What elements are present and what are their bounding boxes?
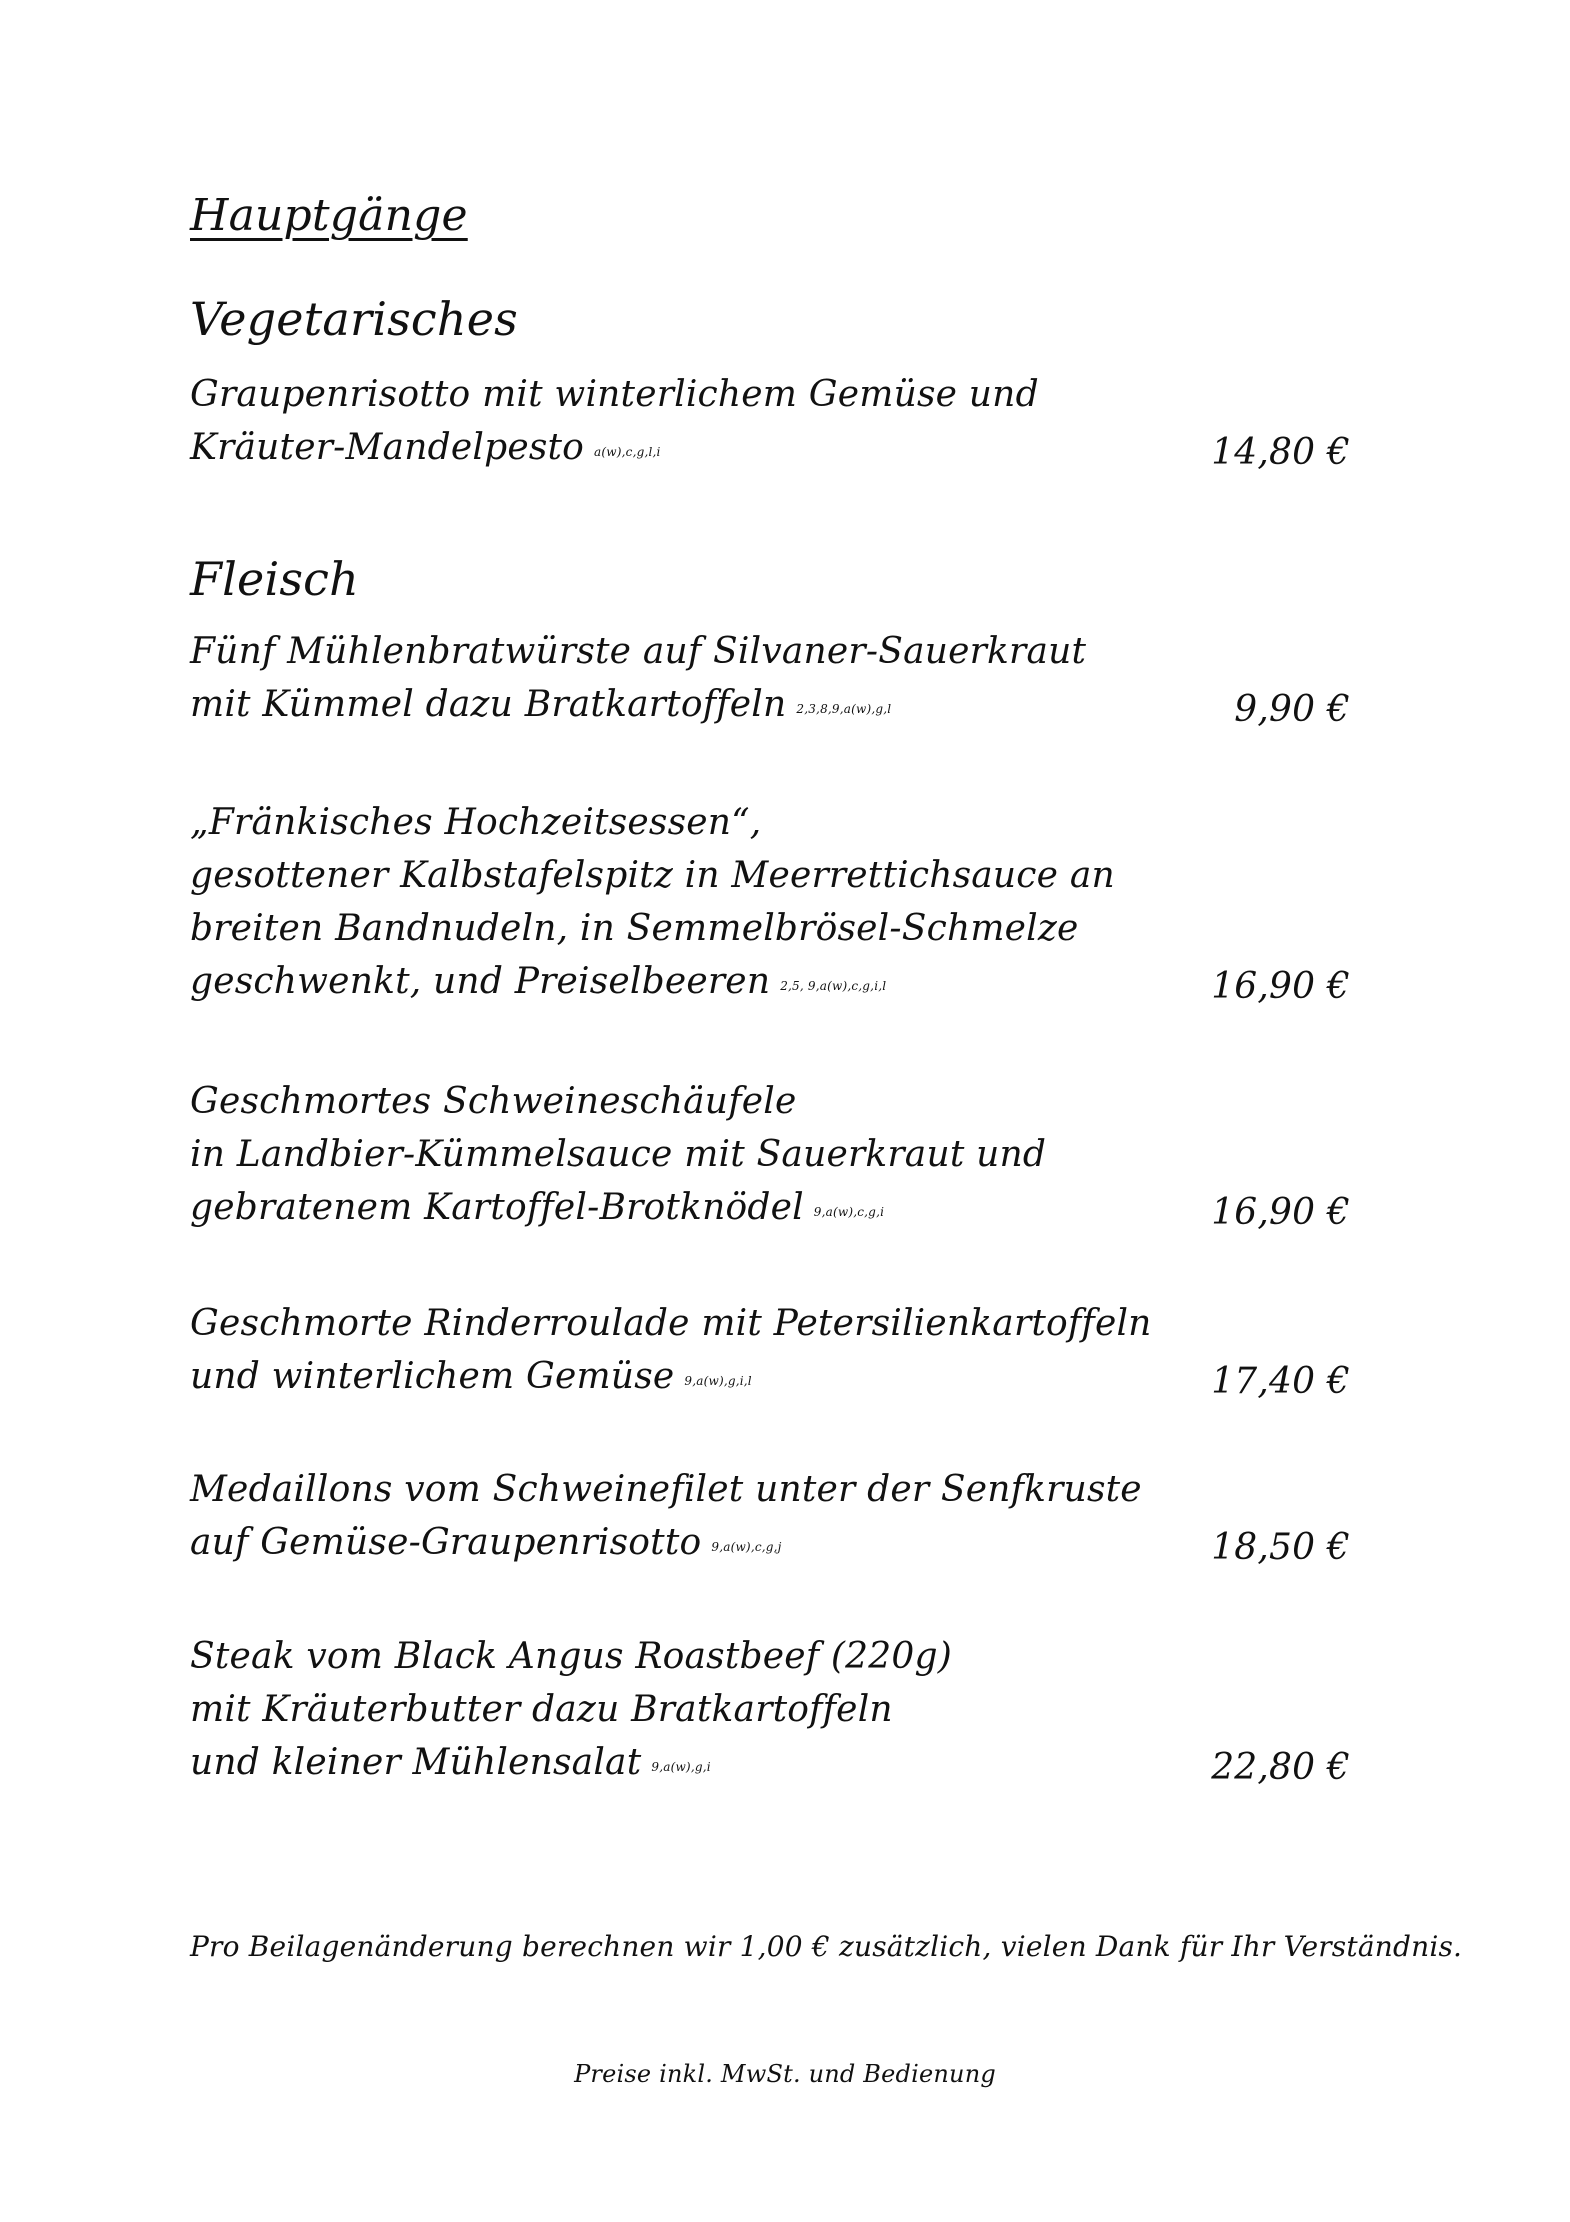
item-line: in Landbier-Kümmelsauce mit Sauerkraut und bbox=[190, 1134, 1047, 1175]
item-price: 17,40 € bbox=[1211, 1361, 1350, 1402]
section-title-meat: Fleisch bbox=[190, 552, 359, 606]
menu-item bbox=[190, 625, 1350, 736]
menu-item bbox=[190, 1463, 1350, 1574]
item-line-text: geschwenkt, und Preiselbeeren bbox=[190, 961, 771, 1002]
item-price: 22,80 € bbox=[1211, 1747, 1350, 1788]
allergen-codes: 9,a(w),g,i,l bbox=[684, 1374, 752, 1388]
allergen-codes: 9,a(w),c,g,i bbox=[813, 1205, 885, 1219]
item-line bbox=[190, 955, 1350, 1013]
allergen-codes: 9,a(w),c,g,j bbox=[711, 1540, 782, 1554]
item-price: 16,90 € bbox=[1211, 1192, 1350, 1233]
allergen-codes: 2,3,8,9,a(w),g,l bbox=[796, 702, 892, 716]
item-line-text: gebratenem Kartoffel-Brotknödel bbox=[190, 1187, 804, 1228]
item-line bbox=[190, 1516, 1350, 1574]
menu-item bbox=[190, 1297, 1350, 1408]
menu-item bbox=[190, 1075, 1350, 1239]
item-price: 18,50 € bbox=[1211, 1527, 1350, 1568]
item-line bbox=[190, 1350, 1350, 1408]
item-line: Graupenrisotto mit winterlichem Gemüse und bbox=[190, 374, 1039, 415]
item-line-text: auf Gemüse-Graupenrisotto bbox=[190, 1522, 702, 1563]
item-line-text: Kräuter-Mandelpesto bbox=[190, 427, 585, 468]
item-line: Geschmorte Rinderroulade mit Petersilienkartoffeln bbox=[190, 1303, 1152, 1344]
item-line: „Fränkisches Hochzeitsessen“, bbox=[190, 802, 762, 843]
item-line-text: mit Kümmel dazu Bratkartoffeln bbox=[190, 684, 787, 725]
item-price: 16,90 € bbox=[1211, 966, 1350, 1007]
item-line bbox=[190, 1736, 1350, 1794]
menu-item bbox=[190, 796, 1350, 1013]
menu-item bbox=[190, 368, 1350, 479]
footer-price-info: Preise inkl. MwSt. und Bedienung bbox=[574, 2060, 996, 2088]
allergen-codes: 2,5, 9,a(w),c,g,i,l bbox=[780, 979, 887, 993]
item-price: 14,80 € bbox=[1211, 432, 1350, 473]
menu-item bbox=[190, 1630, 1350, 1794]
item-line: Fünf Mühlenbratwürste auf Silvaner-Sauerkraut bbox=[190, 631, 1087, 672]
item-line: breiten Bandnudeln, in Semmelbrösel-Schmelze bbox=[190, 908, 1079, 949]
item-line bbox=[190, 678, 1350, 736]
item-line-text: und winterlichem Gemüse bbox=[190, 1356, 675, 1397]
item-line: gesottener Kalbstafelspitz in Meerrettichsauce an bbox=[190, 855, 1115, 896]
item-line: Steak vom Black Angus Roastbeef (220g) bbox=[190, 1636, 952, 1677]
side-dish-change-note: Pro Beilagenänderung berechnen wir 1,00 € zusätzlich, vielen Dank für Ihr Verständnis. bbox=[190, 1930, 1463, 1963]
allergen-codes: a(w),c,g,l,i bbox=[594, 445, 661, 459]
item-line bbox=[190, 1181, 1350, 1239]
item-line: Medaillons vom Schweinefilet unter der Senfkruste bbox=[190, 1469, 1142, 1510]
page-title: Hauptgänge bbox=[190, 190, 468, 241]
item-line: mit Kräuterbutter dazu Bratkartoffeln bbox=[190, 1689, 893, 1730]
allergen-codes: 9,a(w),g,i bbox=[651, 1760, 711, 1774]
item-line: Geschmortes Schweineschäufele bbox=[190, 1081, 797, 1122]
item-line bbox=[190, 421, 1350, 479]
item-price: 9,90 € bbox=[1234, 689, 1350, 730]
section-title-vegetarian: Vegetarisches bbox=[190, 292, 518, 346]
item-line-text: und kleiner Mühlensalat bbox=[190, 1742, 642, 1783]
